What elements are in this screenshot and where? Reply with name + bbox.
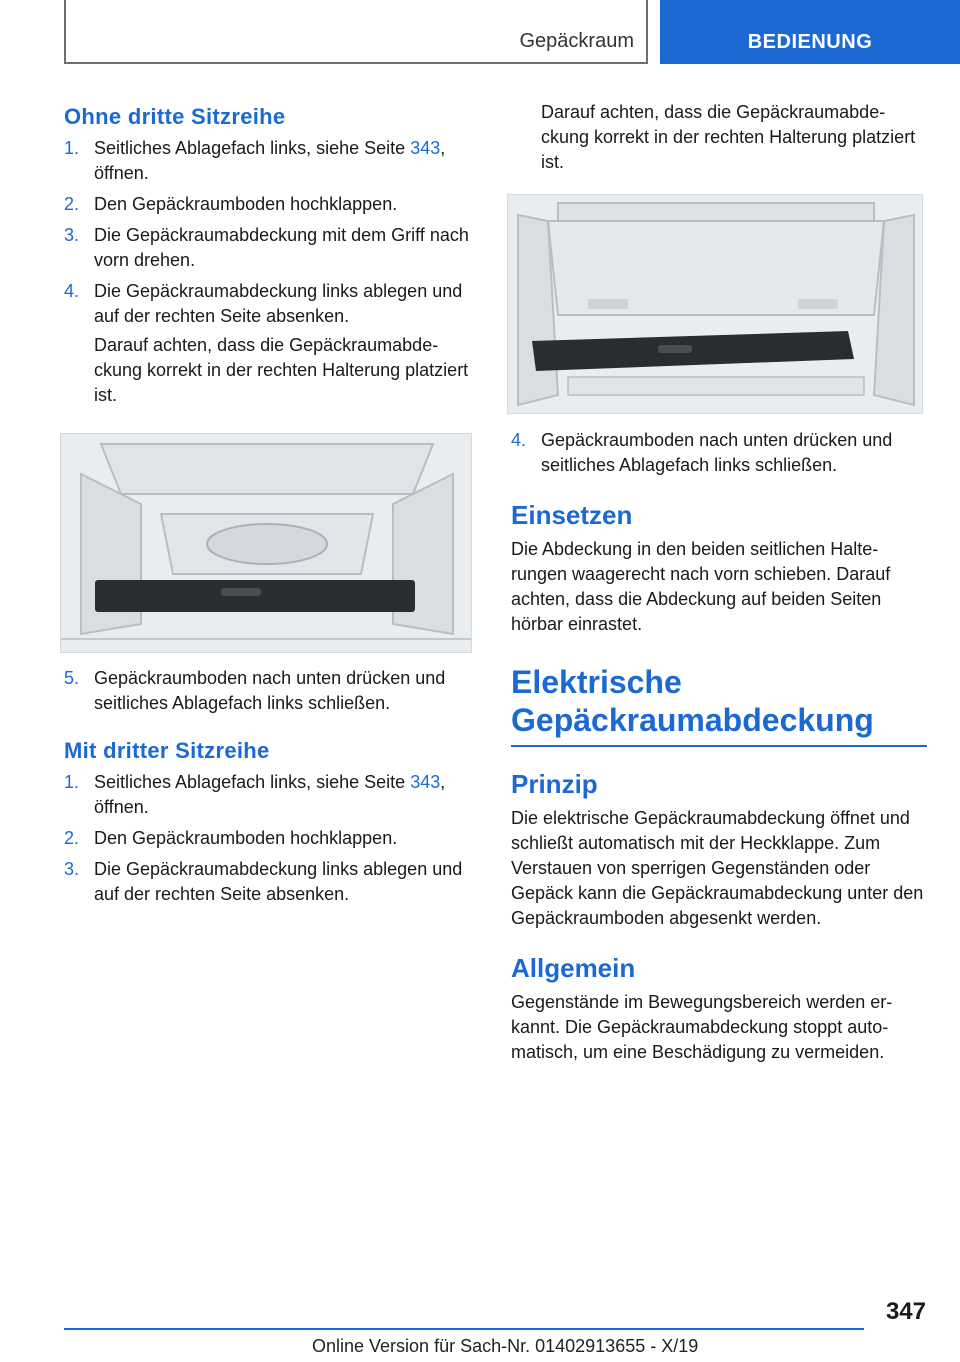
steps-list-1-continued (64, 666, 476, 716)
step-note: Darauf achten, dass die Gepäckraumabdeckung korrekt in der rechten Halterung platziert ist. (541, 102, 916, 172)
step-text: Gepäckraumboden nach unten drücken und seitliches Ablagefach links schließen. (94, 668, 446, 713)
list-item (64, 279, 476, 329)
step-text: , öffnen. (94, 138, 446, 183)
trunk-cover-illustration-2 (507, 194, 923, 414)
step-text: Die Gepäckraumabdeckung mit dem Griff nach vorn drehen. (94, 225, 469, 270)
list-item (64, 192, 476, 217)
step-number: 1. (64, 772, 80, 792)
page-link-343[interactable]: 343 (410, 138, 441, 158)
list-item (64, 857, 476, 907)
heading-prinzip: Prinzip (511, 769, 598, 799)
step-number: 2. (64, 194, 80, 214)
step-text: Gepäckraumboden nach unten drücken und seitliches Ablagefach links schließen. (541, 430, 893, 475)
step-text: , öffnen. (94, 772, 446, 817)
heading-einsetzen: Einsetzen (511, 500, 633, 530)
steps-list-right (511, 428, 927, 478)
step-number: 1. (64, 138, 80, 158)
header-chapter-tab (660, 0, 960, 64)
steps-list-1 (64, 136, 476, 329)
step-number: 4. (64, 281, 80, 301)
header-chapter-label: BEDIENUNG (747, 31, 873, 53)
right-lower-block (511, 428, 927, 1065)
trunk-cover-illustration-1 (60, 433, 472, 653)
einsetzen-text: Die Abdeckung in den beiden seitlichen Halterungen waagerecht nach vorn schieben. Darauf achten, dass die Abdeckung auf beiden Seiten hörbar einrastet. (511, 539, 891, 634)
step-text: Seitliches Ablagefach links, siehe Seite (94, 772, 411, 792)
list-item (64, 770, 476, 820)
left-lower-block (64, 666, 476, 913)
page-link-343[interactable]: 343 (410, 772, 441, 792)
heading-elektrische-gepaeckraumabdeckung: Elektrische Gepäckraumabdeckung (511, 663, 927, 747)
step-text: Die Gepäckraumabdeckung links ablegen und auf der rechten Seite absenken. (94, 859, 463, 904)
left-column (64, 96, 476, 904)
step-text: Den Gepäckraumboden hochklappen. (94, 194, 398, 214)
allgemein-text: Gegenstände im Bewegungsbereich werden erkannt. Die Gepäckraumabdeckung stoppt automatisch, um eine Beschädigung zu vermeiden. (511, 992, 893, 1062)
list-item (511, 428, 927, 478)
list-item (64, 826, 476, 851)
step-note: Darauf achten, dass die Gepäckraumabdeckung korrekt in der rechten Halterung platziert ist. (94, 335, 469, 405)
page-number: 347 (885, 1298, 926, 1325)
step-number: 4. (511, 430, 527, 450)
heading-ohne-dritte-sitzreihe: Ohne dritte Sitzreihe (64, 104, 286, 129)
list-item (64, 223, 476, 273)
step-number: 5. (64, 668, 80, 688)
step-text: Seitliches Ablagefach links, siehe Seite (94, 138, 411, 158)
step-number: 2. (64, 828, 80, 848)
prinzip-text: Die elektrische Gepäckraumabdeckung öffnet und schließt automatisch mit der Heckklappe. Zum Verstauen von sperrigen Gegenständen oder Gepäck kann die Gepäckraumabdeckung unter den Gepäckraumboden abgesenkt werden. (511, 808, 924, 928)
footer-divider (64, 1328, 864, 1330)
step-number: 3. (64, 859, 80, 879)
header-section-title: Gepäckraum (519, 30, 634, 52)
list-item (64, 136, 476, 186)
steps-list-2 (64, 770, 476, 907)
right-column (511, 100, 927, 1062)
footer-version-text: Online Version für Sach-Nr. 01402913655 - X/19 (312, 1336, 699, 1356)
step-number: 3. (64, 225, 80, 245)
list-item (64, 666, 476, 716)
heading-allgemein: Allgemein (511, 953, 636, 983)
heading-mit-dritter-sitzreihe: Mit dritter Sitzreihe (64, 738, 270, 763)
step-text: Den Gepäckraumboden hochklappen. (94, 828, 398, 848)
step-text: Die Gepäckraumabdeckung links ablegen und auf der rechten Seite absenken. (94, 281, 463, 326)
